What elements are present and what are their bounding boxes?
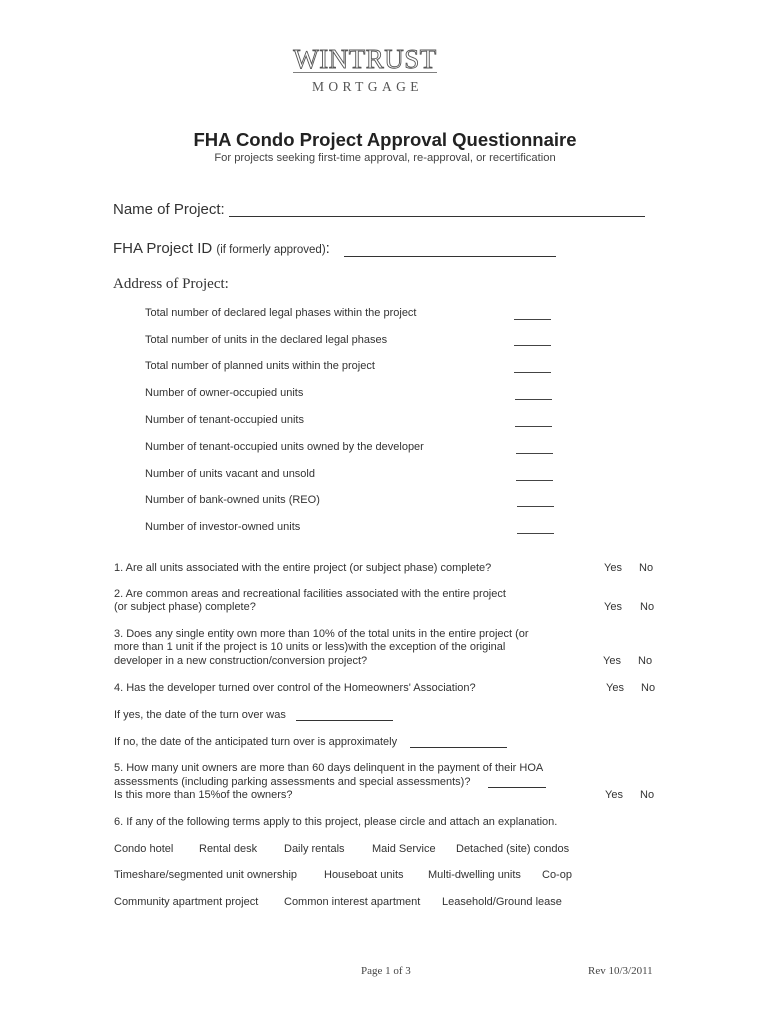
- question-3-line-2: more than 1 unit if the project is 10 units or less)with the exception of the original: [114, 641, 506, 653]
- project-name-label: Name of Project:: [113, 201, 225, 218]
- term-co-op[interactable]: Co-op: [542, 869, 572, 881]
- stat-blank-field[interactable]: [514, 345, 551, 346]
- stat-label: Number of units vacant and unsold: [145, 468, 315, 480]
- stat-blank-field[interactable]: [515, 426, 552, 427]
- q4-yes-option[interactable]: Yes: [606, 682, 624, 694]
- project-id-field[interactable]: [344, 256, 556, 257]
- page-title: FHA Condo Project Approval Questionnaire: [193, 129, 577, 150]
- stat-blank-field[interactable]: [515, 399, 552, 400]
- stat-label: Number of tenant-occupied units owned by the developer: [145, 441, 424, 453]
- term-detached-condos[interactable]: Detached (site) condos: [456, 843, 570, 855]
- page-number: Page 1 of 3: [361, 965, 411, 977]
- q4-anticipated-date-field[interactable]: [410, 747, 507, 748]
- term-multi-dwelling[interactable]: Multi-dwelling units: [428, 869, 521, 881]
- page-subtitle: For projects seeking first-time approval, re-approval, or recertification: [214, 152, 556, 164]
- question-1: 1. Are all units associated with the entire project (or subject phase) complete?: [114, 562, 492, 574]
- term-houseboat-units[interactable]: Houseboat units: [324, 869, 404, 881]
- question-3-line-3: developer in a new construction/conversion project?: [114, 655, 368, 667]
- logo-brand-text: WINTRUST: [293, 44, 437, 74]
- stat-blank-field[interactable]: [516, 453, 553, 454]
- revision-date: Rev 10/3/2011: [588, 965, 653, 977]
- question-4: 4. Has the developer turned over control of the Homeowners' Association?: [114, 682, 476, 694]
- question-2-line-1: 2. Are common areas and recreational facilities associated with the entire project: [114, 588, 506, 600]
- q5-yes-option[interactable]: Yes: [605, 789, 623, 801]
- stat-label: Total number of declared legal phases within the project: [145, 307, 417, 319]
- term-common-interest[interactable]: Common interest apartment: [284, 896, 421, 908]
- question-3-line-1: 3. Does any single entity own more than 10% of the total units in the entire project (or: [114, 628, 529, 640]
- q3-no-option[interactable]: No: [638, 655, 653, 667]
- project-name-field[interactable]: [229, 216, 645, 217]
- logo-subtext: MORTGAGE: [312, 79, 423, 94]
- stat-label: Total number of planned units within the project: [145, 360, 375, 372]
- stat-blank-field[interactable]: [514, 319, 551, 320]
- project-id-label: FHA Project ID (if formerly approved):: [113, 240, 330, 257]
- stat-blank-field[interactable]: [514, 372, 551, 373]
- term-community-apartment[interactable]: Community apartment project: [114, 896, 259, 908]
- stat-blank-field[interactable]: [517, 506, 554, 507]
- q4-turnover-date-label: If yes, the date of the turn over was: [114, 709, 286, 721]
- q5-delinquent-count-field[interactable]: [488, 787, 546, 788]
- stat-label: Number of bank-owned units (REO): [145, 494, 320, 506]
- q4-no-option[interactable]: No: [641, 682, 656, 694]
- term-leasehold[interactable]: Leasehold/Ground lease: [442, 896, 562, 908]
- question-5-line-3: Is this more than 15%of the owners?: [114, 789, 293, 801]
- stat-label: Total number of units in the declared legal phases: [145, 334, 388, 346]
- question-2-line-2: (or subject phase) complete?: [114, 601, 256, 613]
- q4-anticipated-date-label: If no, the date of the anticipated turn over is approximately: [114, 736, 398, 748]
- stat-label: Number of investor-owned units: [145, 521, 301, 533]
- stat-blank-field[interactable]: [517, 533, 554, 534]
- term-condo-hotel[interactable]: Condo hotel: [114, 843, 174, 855]
- q1-no-option[interactable]: No: [639, 562, 654, 574]
- wintrust-logo: [291, 44, 439, 76]
- q3-yes-option[interactable]: Yes: [603, 655, 621, 667]
- q2-no-option[interactable]: No: [640, 601, 655, 613]
- address-label: Address of Project:: [113, 276, 229, 292]
- stat-label: Number of owner-occupied units: [145, 387, 304, 399]
- term-maid-service[interactable]: Maid Service: [372, 843, 436, 855]
- question-5-line-1: 5. How many unit owners are more than 60 days delinquent in the payment of their HOA: [114, 762, 544, 774]
- q1-yes-option[interactable]: Yes: [604, 562, 622, 574]
- q5-no-option[interactable]: No: [640, 789, 655, 801]
- q4-turnover-date-field[interactable]: [296, 720, 393, 721]
- q2-yes-option[interactable]: Yes: [604, 601, 622, 613]
- term-daily-rentals[interactable]: Daily rentals: [284, 843, 345, 855]
- stat-blank-field[interactable]: [516, 480, 553, 481]
- question-5-line-2: assessments (including parking assessments and special assessments)?: [114, 776, 471, 788]
- question-6: 6. If any of the following terms apply to this project, please circle and attach an explanation.: [114, 816, 558, 828]
- term-rental-desk[interactable]: Rental desk: [199, 843, 258, 855]
- stat-label: Number of tenant-occupied units: [145, 414, 304, 426]
- term-timeshare[interactable]: Timeshare/segmented unit ownership: [114, 869, 298, 881]
